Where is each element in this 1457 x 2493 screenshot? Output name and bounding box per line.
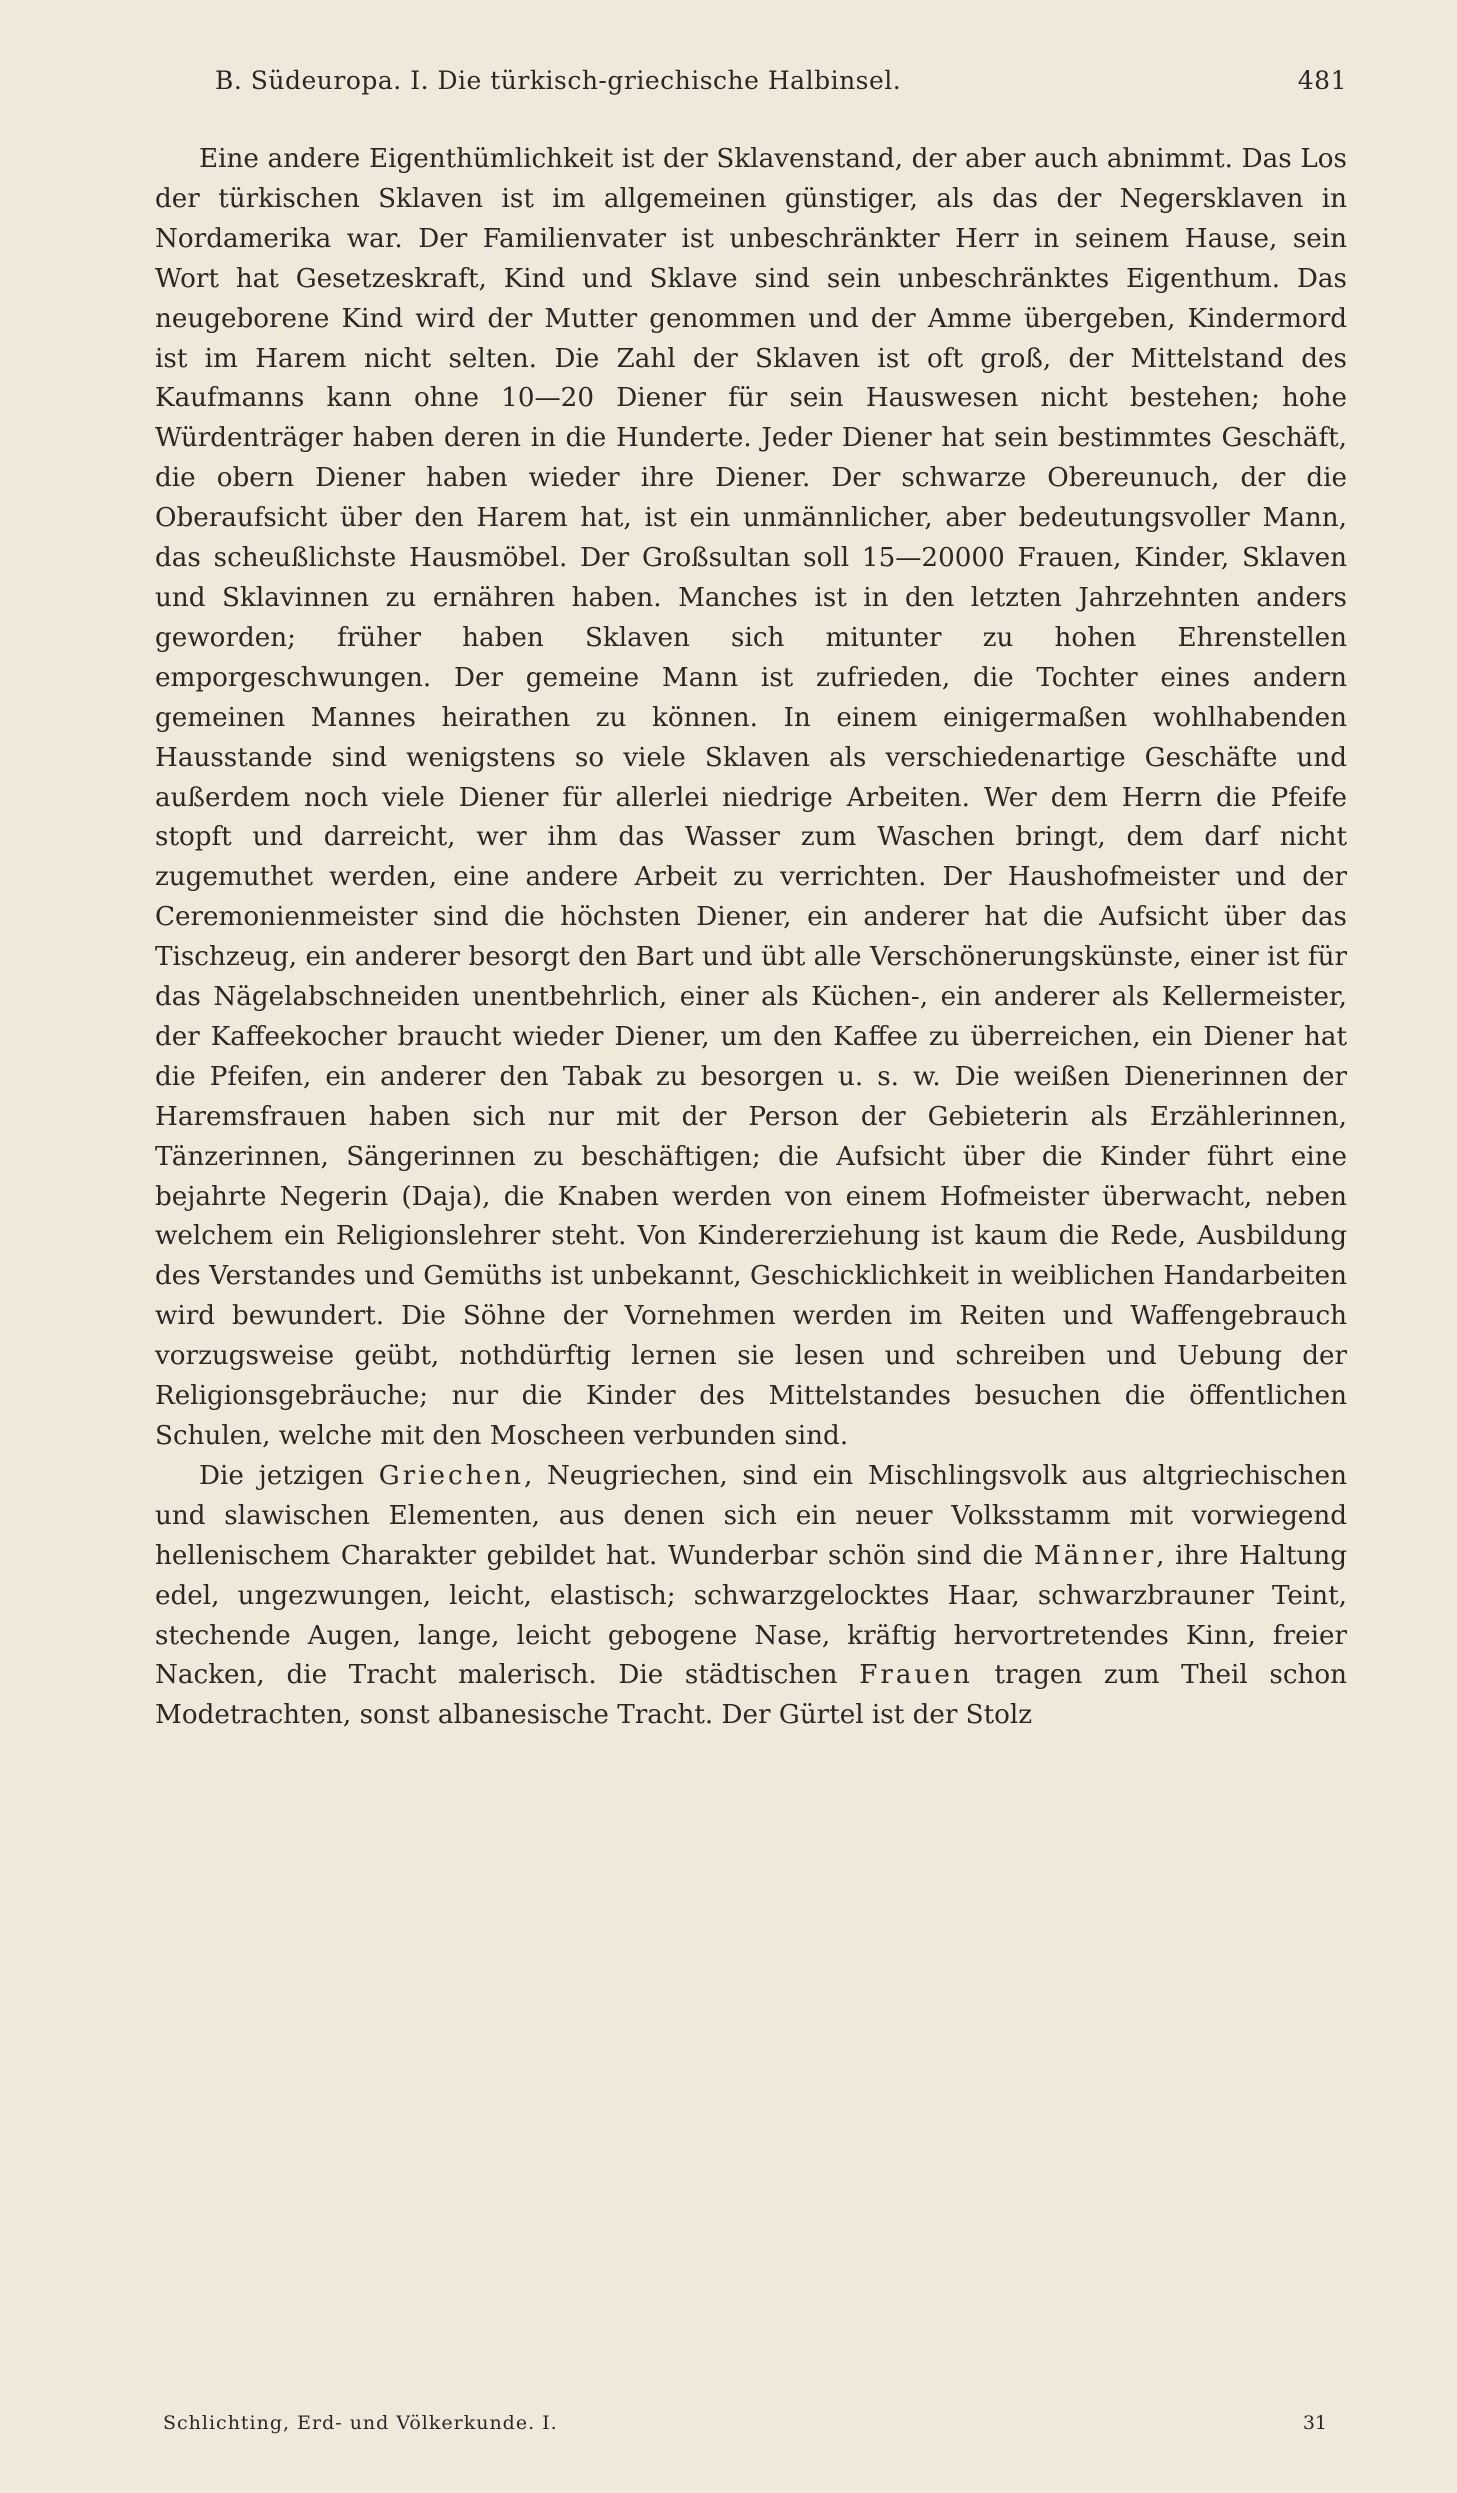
sheet-number: 31 bbox=[1302, 2412, 1327, 2434]
paragraph-greeks-text-2: , ihre Haltung edel, ungezwungen, leicht, elastisch; schwarzgelocktes Haar, schwarzbrauner Teint, stechende Augen, lange, leicht gebogene Nase, kräftig hervortretendes Kinn, freier Nacken, die Tracht malerisch. Die städtischen bbox=[155, 1540, 1348, 1691]
body-text bbox=[155, 140, 1347, 1736]
paragraph-greeks bbox=[155, 1457, 1347, 1736]
running-head bbox=[155, 58, 1347, 118]
paragraph-greeks-text-1: , Neugriechen, sind ein Mischlingsvolk aus altgriechischen und slawischen Elementen, aus denen sich ein neuer Volksstamm mit vorwiegend hellenischem Charakter gebildet hat. Wunderbar schön sind die bbox=[155, 1460, 1347, 1571]
paragraph-slavery: Eine andere Eigenthümlichkeit ist der Sklavenstand, der aber auch abnimmt. Das Los der türkischen Sklaven ist im allgemeinen günstiger, als das der Negersklaven in Nordamerika war. Der Familienvater ist unbeschränkter Herr in seinem Hause, sein Wort hat Gesetzeskraft, Kind und Sklave sind sein unbeschränktes Eigenthum. Das neugeborene Kind wird der Mutter genommen und der Amme übergeben, Kindermord ist im Harem nicht selten. Die Zahl der Sklaven ist oft groß, der Mittelstand des Kaufmanns kann ohne 10—20 Diener für sein Hauswesen nicht bestehen; hohe Würdenträger haben deren in die Hunderte. Jeder Diener hat sein bestimmtes Geschäft, die obern Diener haben wieder ihre Diener. Der schwarze Obereunuch, der die Oberaufsicht über den Harem hat, ist ein unmännlicher, aber bedeutungsvoller Mann, das scheußlichste Hausmöbel. Der Großsultan soll 15—20000 Frauen, Kinder, Sklaven und Sklavinnen zu ernähren haben. Manches ist in den letzten Jahrzehnten anders geworden; früher haben Sklaven sich mitunter zu hohen Ehrenstellen emporgeschwungen. Der gemeine Mann ist zufrieden, die Tochter eines andern gemeinen Mannes heirathen zu können. In einem einigermaßen wohlhabenden Hausstande sind wenigstens so viele Sklaven als verschiedenartige Geschäfte und außerdem noch viele Diener für allerlei niedrige Arbeiten. Wer dem Herrn die Pfeife stopft und darreicht, wer ihm das Wasser zum Waschen bringt, dem darf nicht zugemuthet werden, eine andere Arbeit zu verrichten. Der Haushofmeister und der Ceremonienmeister sind die höchsten Diener, ein anderer hat die Aufsicht über das Tischzeug, ein anderer besorgt den Bart und übt alle Verschönerungskünste, einer ist für das Nägelabschneiden unentbehrlich, einer als Küchen-, ein anderer als Kellermeister, der Kaffeekocher braucht wieder Diener, um den Kaffee zu überreichen, ein Diener hat die Pfeifen, ein anderer den Tabak zu besorgen u. s. w. Die weißen Dienerinnen der Haremsfrauen haben sich nur mit der Person der Gebieterin als Erzählerinnen, Tänzerinnen, Sängerinnen zu beschäftigen; die Aufsicht über die Kinder führt eine bejahrte Negerin (Daja), die Knaben werden von einem Hofmeister überwacht, neben welchem ein Religionslehrer steht. Von Kindererziehung ist kaum die Rede, Ausbildung des Verstandes und Gemüths ist unbekannt, Geschicklichkeit in weiblichen Handarbeiten wird bewundert. Die Söhne der Vornehmen werden im Reiten und Waffengebrauch vorzugsweise geübt, nothdürftig lernen sie lesen und schreiben und Uebung der Religionsgebräuche; nur die Kinder des Mittelstandes besuchen die öffentlichen Schulen, welche mit den Moscheen verbunden sind. bbox=[155, 144, 1347, 1451]
page-footer bbox=[155, 2412, 1347, 2442]
footer-signature: Schlichting, Erd- und Völkerkunde. I. bbox=[163, 2412, 558, 2434]
paragraph-greeks-text-3: tragen zum Theil schon Modetrachten, sonst albanesische Tracht. Der Gürtel ist der Stolz bbox=[155, 1660, 1347, 1731]
term-frauen: Frauen bbox=[859, 1660, 973, 1691]
page-number: 481 bbox=[1297, 66, 1347, 95]
paragraph-greeks-lead: Die jetzigen bbox=[199, 1460, 379, 1491]
running-title: B. Südeuropa. I. Die türkisch-griechische Halbinsel. bbox=[215, 66, 902, 95]
term-griechen: Griechen bbox=[378, 1460, 524, 1491]
term-maenner: Männer bbox=[1033, 1540, 1157, 1571]
